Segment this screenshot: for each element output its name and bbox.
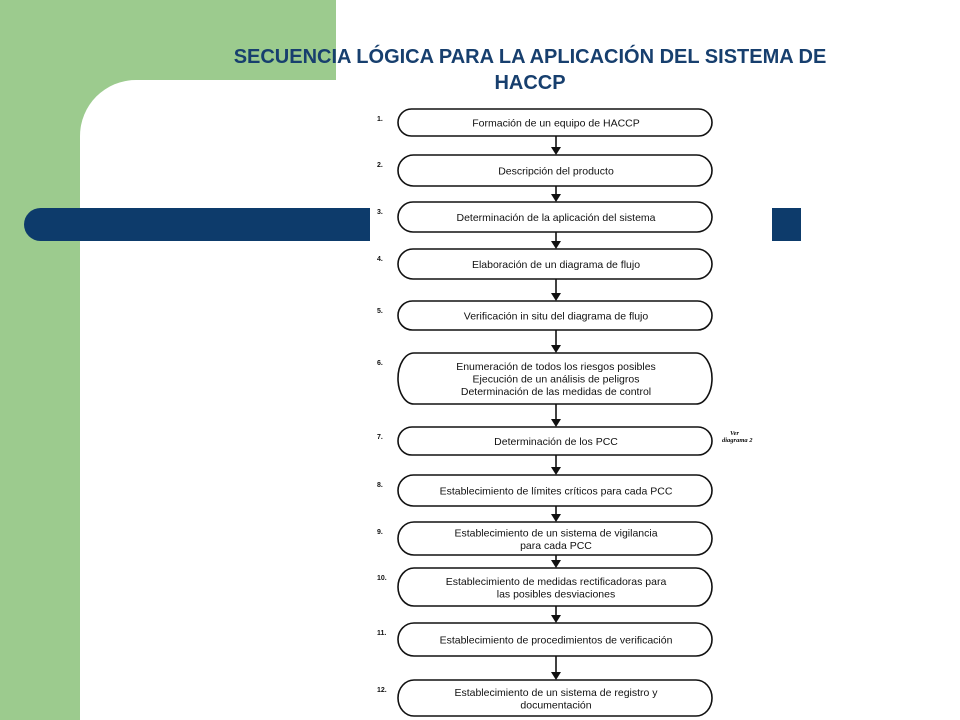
title-line-2: HACCP — [494, 72, 566, 94]
step-label: Ejecución de un análisis de peligros — [472, 373, 640, 386]
step-number: 7. — [377, 434, 383, 441]
step-number: 4. — [377, 256, 383, 263]
flow-step — [377, 522, 712, 555]
side-note-line-1: Ver — [730, 430, 740, 437]
step-label: Elaboración de un diagrama de flujo — [471, 259, 641, 271]
flow-step — [377, 680, 712, 716]
step-number: 3. — [377, 209, 383, 216]
step-number: 9. — [377, 529, 383, 536]
step-label: Establecimiento de procedimientos de verificación — [439, 634, 673, 647]
flow-step — [377, 353, 712, 404]
flow-step — [377, 623, 712, 656]
step-label: Enumeración de todos los riesgos posibles — [456, 361, 656, 373]
flow-step — [377, 109, 712, 136]
step-label: Formación de un equipo de HACCP — [472, 117, 640, 130]
step-label: Determinación de las medidas de control — [460, 386, 652, 398]
step-label: Establecimiento de un sistema de vigilancia — [454, 527, 658, 540]
step-label: Determinación de los PCC — [494, 436, 618, 448]
step-label: Determinación de la aplicación del sistema — [456, 212, 656, 224]
step-number: 6. — [377, 360, 383, 367]
step-number: 2. — [377, 162, 383, 169]
side-note-line-2: diagrama 2 — [722, 437, 753, 444]
step-number: 1. — [377, 116, 383, 123]
title-line-1: SECUENCIA LÓGICA PARA LA APLICACIÓN DEL SISTEMA DE — [233, 46, 827, 68]
flow-step — [377, 568, 712, 606]
flow-step — [377, 475, 712, 506]
flow-step — [377, 249, 712, 279]
step-label: Establecimiento de medidas rectificadoras para — [445, 575, 667, 588]
step-label: Establecimiento de un sistema de registro y — [454, 686, 658, 699]
step-number: 5. — [377, 308, 383, 315]
step-number: 10. — [377, 575, 387, 582]
flow-step — [377, 155, 712, 186]
step-label: Verificación in situ del diagrama de flujo — [463, 310, 649, 323]
step-label: las posibles desviaciones — [496, 588, 616, 601]
step-label: documentación — [520, 699, 592, 712]
step-label: para cada PCC — [520, 539, 592, 552]
step-number: 8. — [377, 482, 383, 489]
step-number: 11. — [377, 630, 387, 637]
flow-step — [377, 301, 712, 330]
step-number: 12. — [377, 687, 387, 694]
flow-step — [377, 427, 712, 455]
step-label: Descripción del producto — [498, 165, 614, 178]
step-label: Establecimiento de límites críticos para cada PCC — [439, 485, 673, 498]
flow-step — [377, 202, 712, 232]
